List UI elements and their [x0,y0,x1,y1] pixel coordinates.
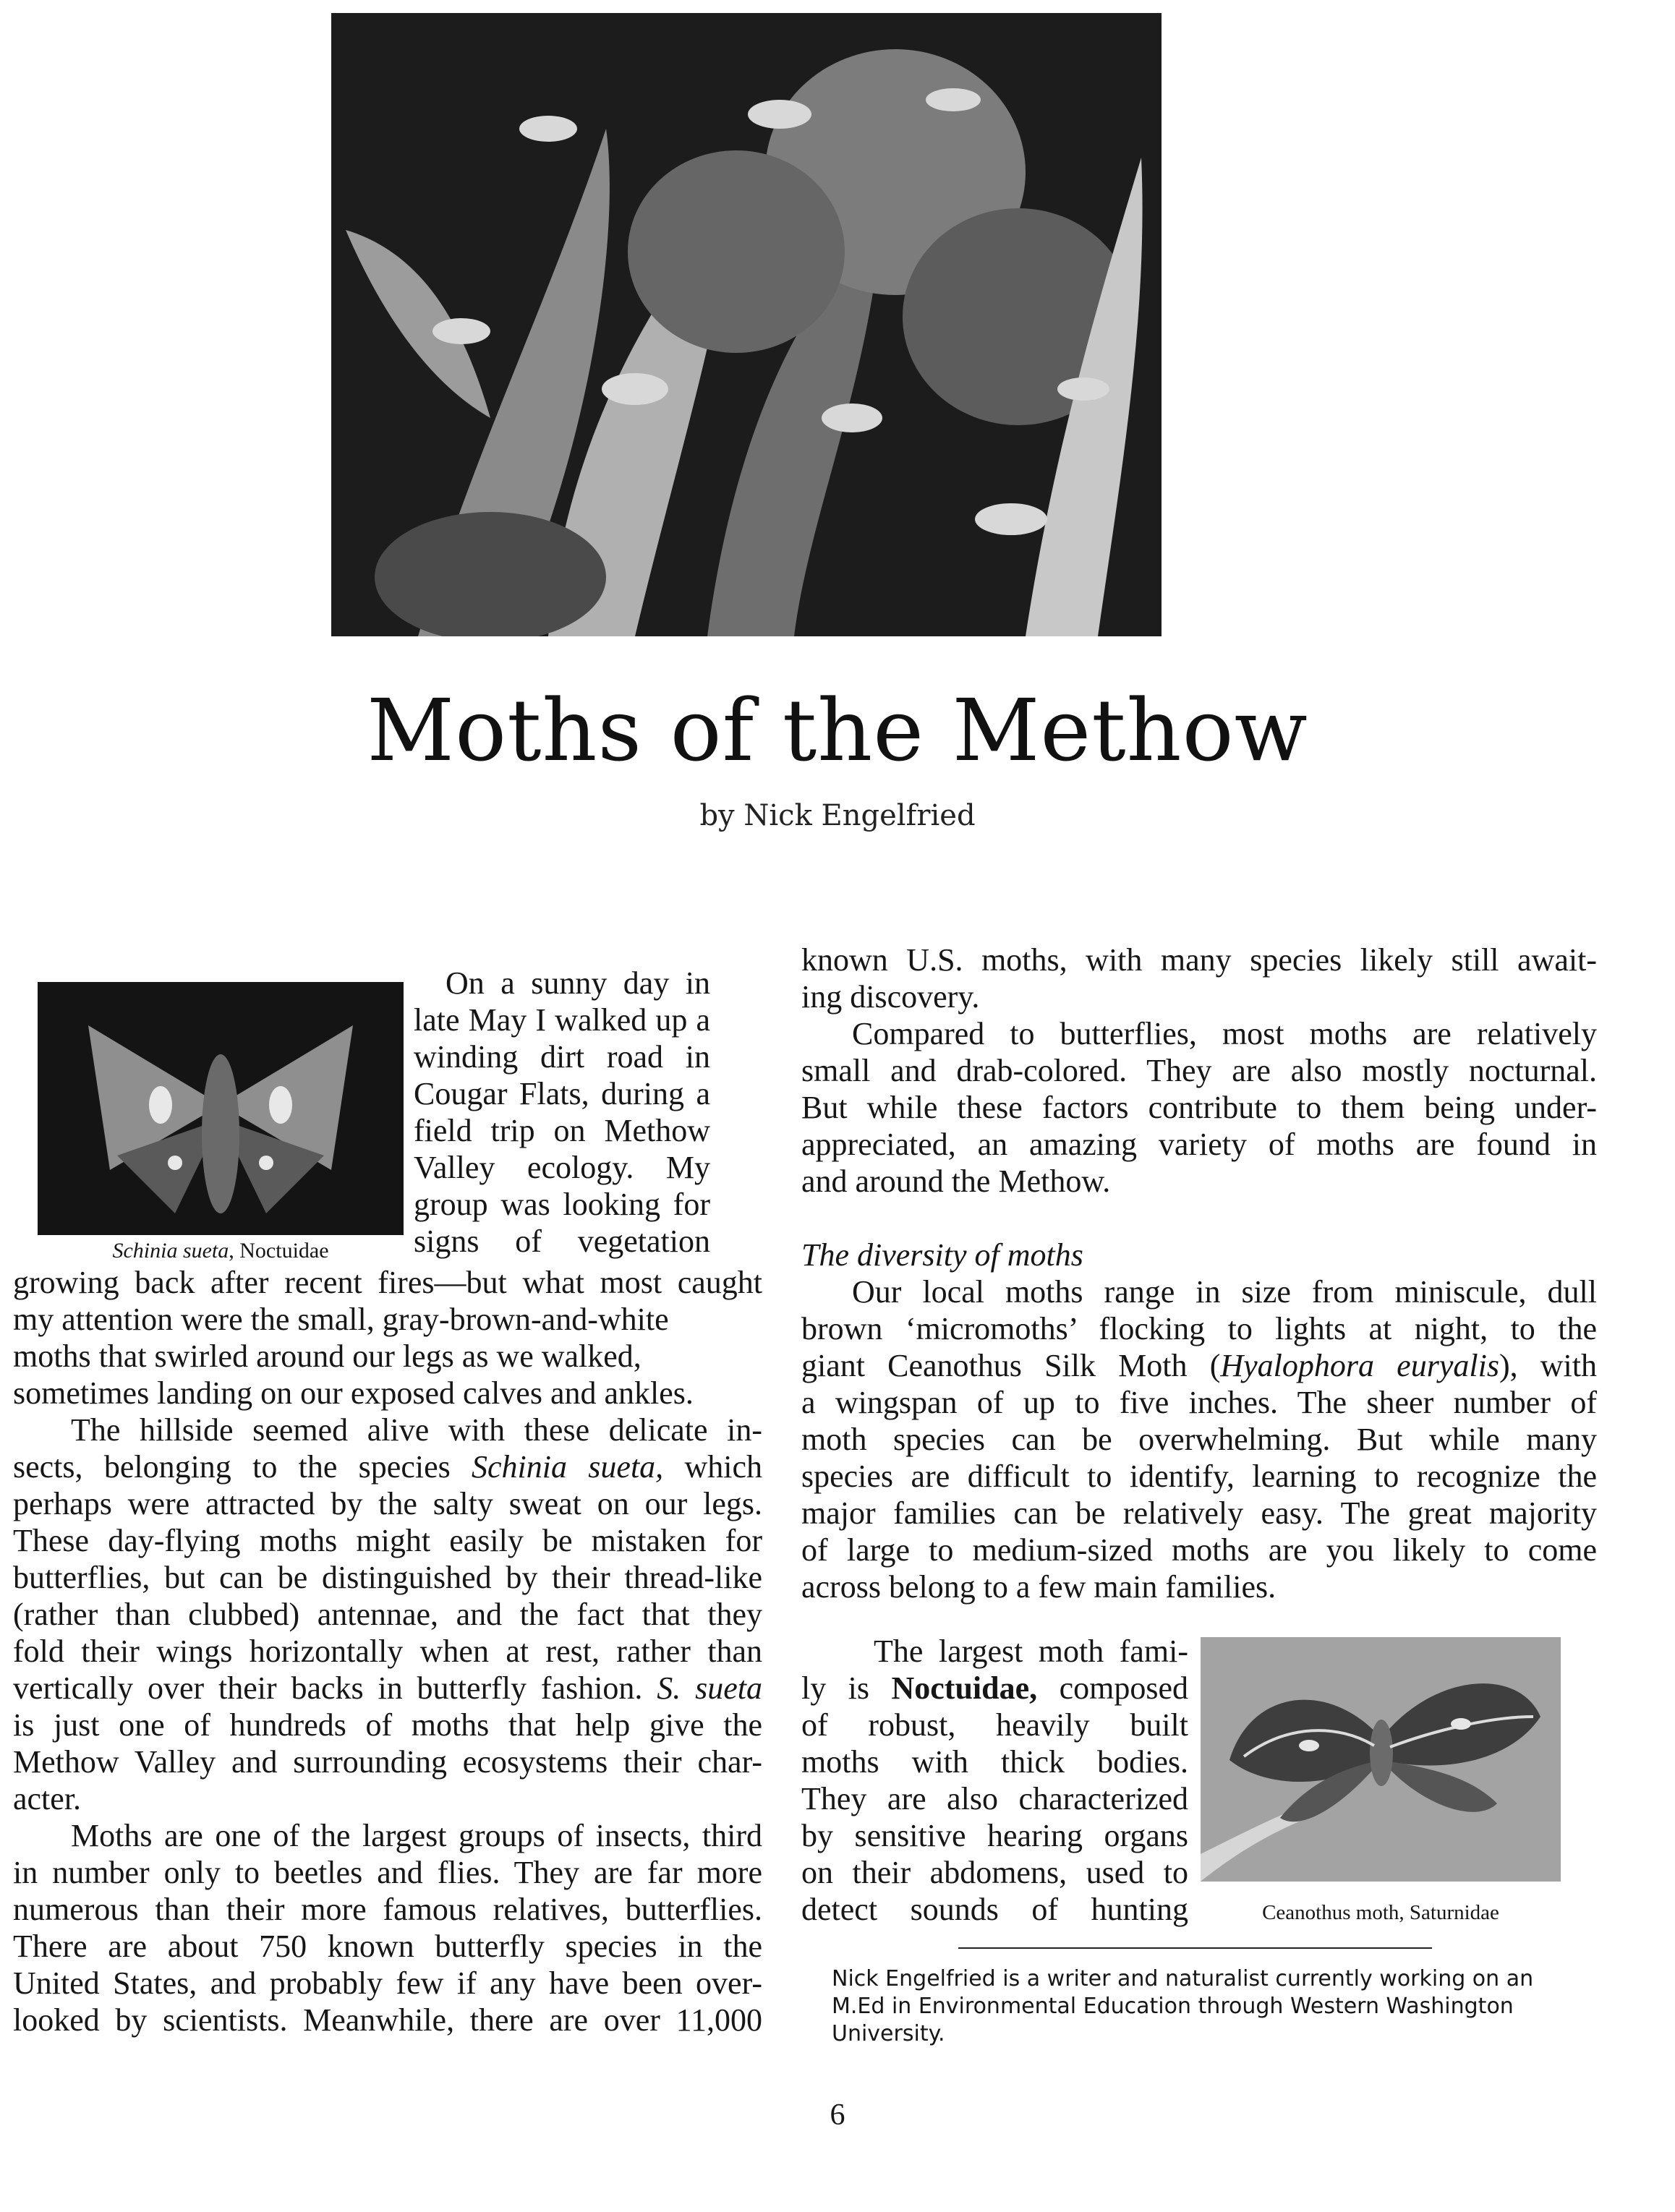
author-bio [832,1965,1544,2048]
text-line: is just one of hundreds of moths that help give the [13,1707,762,1743]
text-line: There are about 750 known butterfly species in the [13,1929,762,1964]
intro-line: field trip on Methow [414,1113,710,1148]
page-number: 6 [830,2098,845,2132]
text-line: perhaps were attracted by the salty sweat on our legs. [13,1486,762,1521]
text-line: of large to medium-sized moths are you likely to come [801,1532,1597,1568]
intro-line: signs of vegetation [414,1224,710,1259]
bio-line: University. [832,2021,945,2046]
text-line: But while these factors contribute to them being under- [801,1090,1597,1125]
right-column [801,941,1597,1605]
intro-line: Cougar Flats, during a [414,1076,710,1111]
text-line: These day-flying moths might easily be mistaken for [13,1523,762,1558]
text-line: butterflies, but can be distinguished by their thread-like [13,1560,762,1595]
text-line: ly is Noctuidae, composed [801,1670,1188,1706]
text-line: United States, and probably few if any have been over- [13,1965,762,2001]
text-line: vertically over their backs in butterfly fashion. S. sueta [13,1670,762,1706]
text-line: major families can be relatively easy. The great majority [801,1495,1597,1531]
text-line: The largest moth fami- [874,1634,1188,1669]
text-line: sects, belonging to the species Schinia sueta, which [13,1449,763,1485]
text-line: ing discovery. [801,979,980,1015]
noctuidae-paragraph [801,1633,1188,1928]
article-title: Moths of the Methow [367,680,1308,780]
text-line: They are also characterized [801,1781,1188,1816]
paragraph [13,1264,762,1412]
text-line: and around the Methow. [801,1163,1111,1199]
text-line: by sensitive hearing organs [801,1818,1188,1853]
paragraph [801,941,1597,1015]
article-byline: by Nick Engelfried [699,799,976,832]
text-line: sometimes landing on our exposed calves and ankles. [13,1375,694,1411]
text-line: on their abdomens, used to [801,1855,1188,1890]
schinia-sueta-photo [38,982,404,1235]
text-line: Methow Valley and surrounding ecosystems their char- [13,1744,762,1780]
header-illustration [331,13,1162,636]
text-line: brown ‘micromoths’ flocking to lights at night, to the [801,1311,1597,1346]
text-line: The hillside seemed alive with these delicate in- [71,1412,762,1448]
schinia-sueta-caption: Schinia sueta, Noctuidae [112,1239,329,1263]
left-column [13,1264,762,2038]
text-line: Our local moths range in size from miniscule, dull [852,1274,1597,1310]
paragraph [801,1015,1597,1200]
intro-line: group was looking for [414,1187,710,1222]
text-line: a wingspan of up to five inches. The sheer number of [801,1385,1597,1420]
paragraph [13,1412,762,1817]
text-line: in number only to beetles and flies. They are far more [13,1855,762,1890]
text-line: acter. [13,1781,82,1816]
text-line: my attention were the small, gray-brown-and-white [13,1302,669,1337]
text-line: appreciated, an amazing variety of moths are found in [801,1127,1597,1162]
text-line: Moths are one of the largest groups of insects, third [71,1818,762,1853]
text-line: fold their wings horizontally when at rest, rather than [13,1634,762,1669]
paragraph [801,1237,1597,1605]
bio-divider [958,1947,1432,1949]
intro-line: late May I walked up a [414,1002,710,1038]
text-line: moth species can be overwhelming. But while many [801,1422,1597,1457]
text-line: numerous than their more famous relatives, butterflies. [13,1892,762,1927]
text-line: looked by scientists. Meanwhile, there are over 11,000 [13,2002,762,2038]
text-line: (rather than clubbed) antennae, and the fact that they [13,1597,762,1632]
paragraph [13,1817,762,2038]
text-line: moths with thick bodies. [801,1744,1188,1780]
section-subhead: The diversity of moths [801,1237,1083,1273]
bio-line: Nick Engelfried is a writer and naturalist currently working on an [832,1966,1534,1991]
text-line: Compared to butterflies, most moths are relatively [852,1016,1597,1051]
text-line: giant Ceanothus Silk Moth (Hyalophora euryalis), with [801,1348,1598,1383]
intro-line: winding dirt road in [414,1039,710,1075]
ceanothus-moth-photo [1201,1637,1561,1882]
text-line: species are difficult to identify, learning to recognize the [801,1459,1597,1494]
intro-line: Valley ecology. My [414,1150,710,1185]
text-line: small and drab-colored. They are also mostly nocturnal. [801,1053,1597,1088]
ceanothus-moth-caption: Ceanothus moth, Saturnidae [1262,1901,1499,1924]
bio-line: M.Ed in Environmental Education through Western Washington [832,1994,1514,2019]
text-line: across belong to a few main families. [801,1569,1277,1605]
text-line: growing back after recent fires—but what most caught [13,1265,762,1300]
intro-paragraph [414,965,710,1260]
text-line: known U.S. moths, with many species likely still await- [801,942,1597,978]
text-line: moths that swirled around our legs as we walked, [13,1338,642,1374]
intro-line: On a sunny day in [446,965,710,1001]
text-line: detect sounds of hunting [801,1892,1188,1927]
text-line: of robust, heavily built [801,1707,1188,1743]
